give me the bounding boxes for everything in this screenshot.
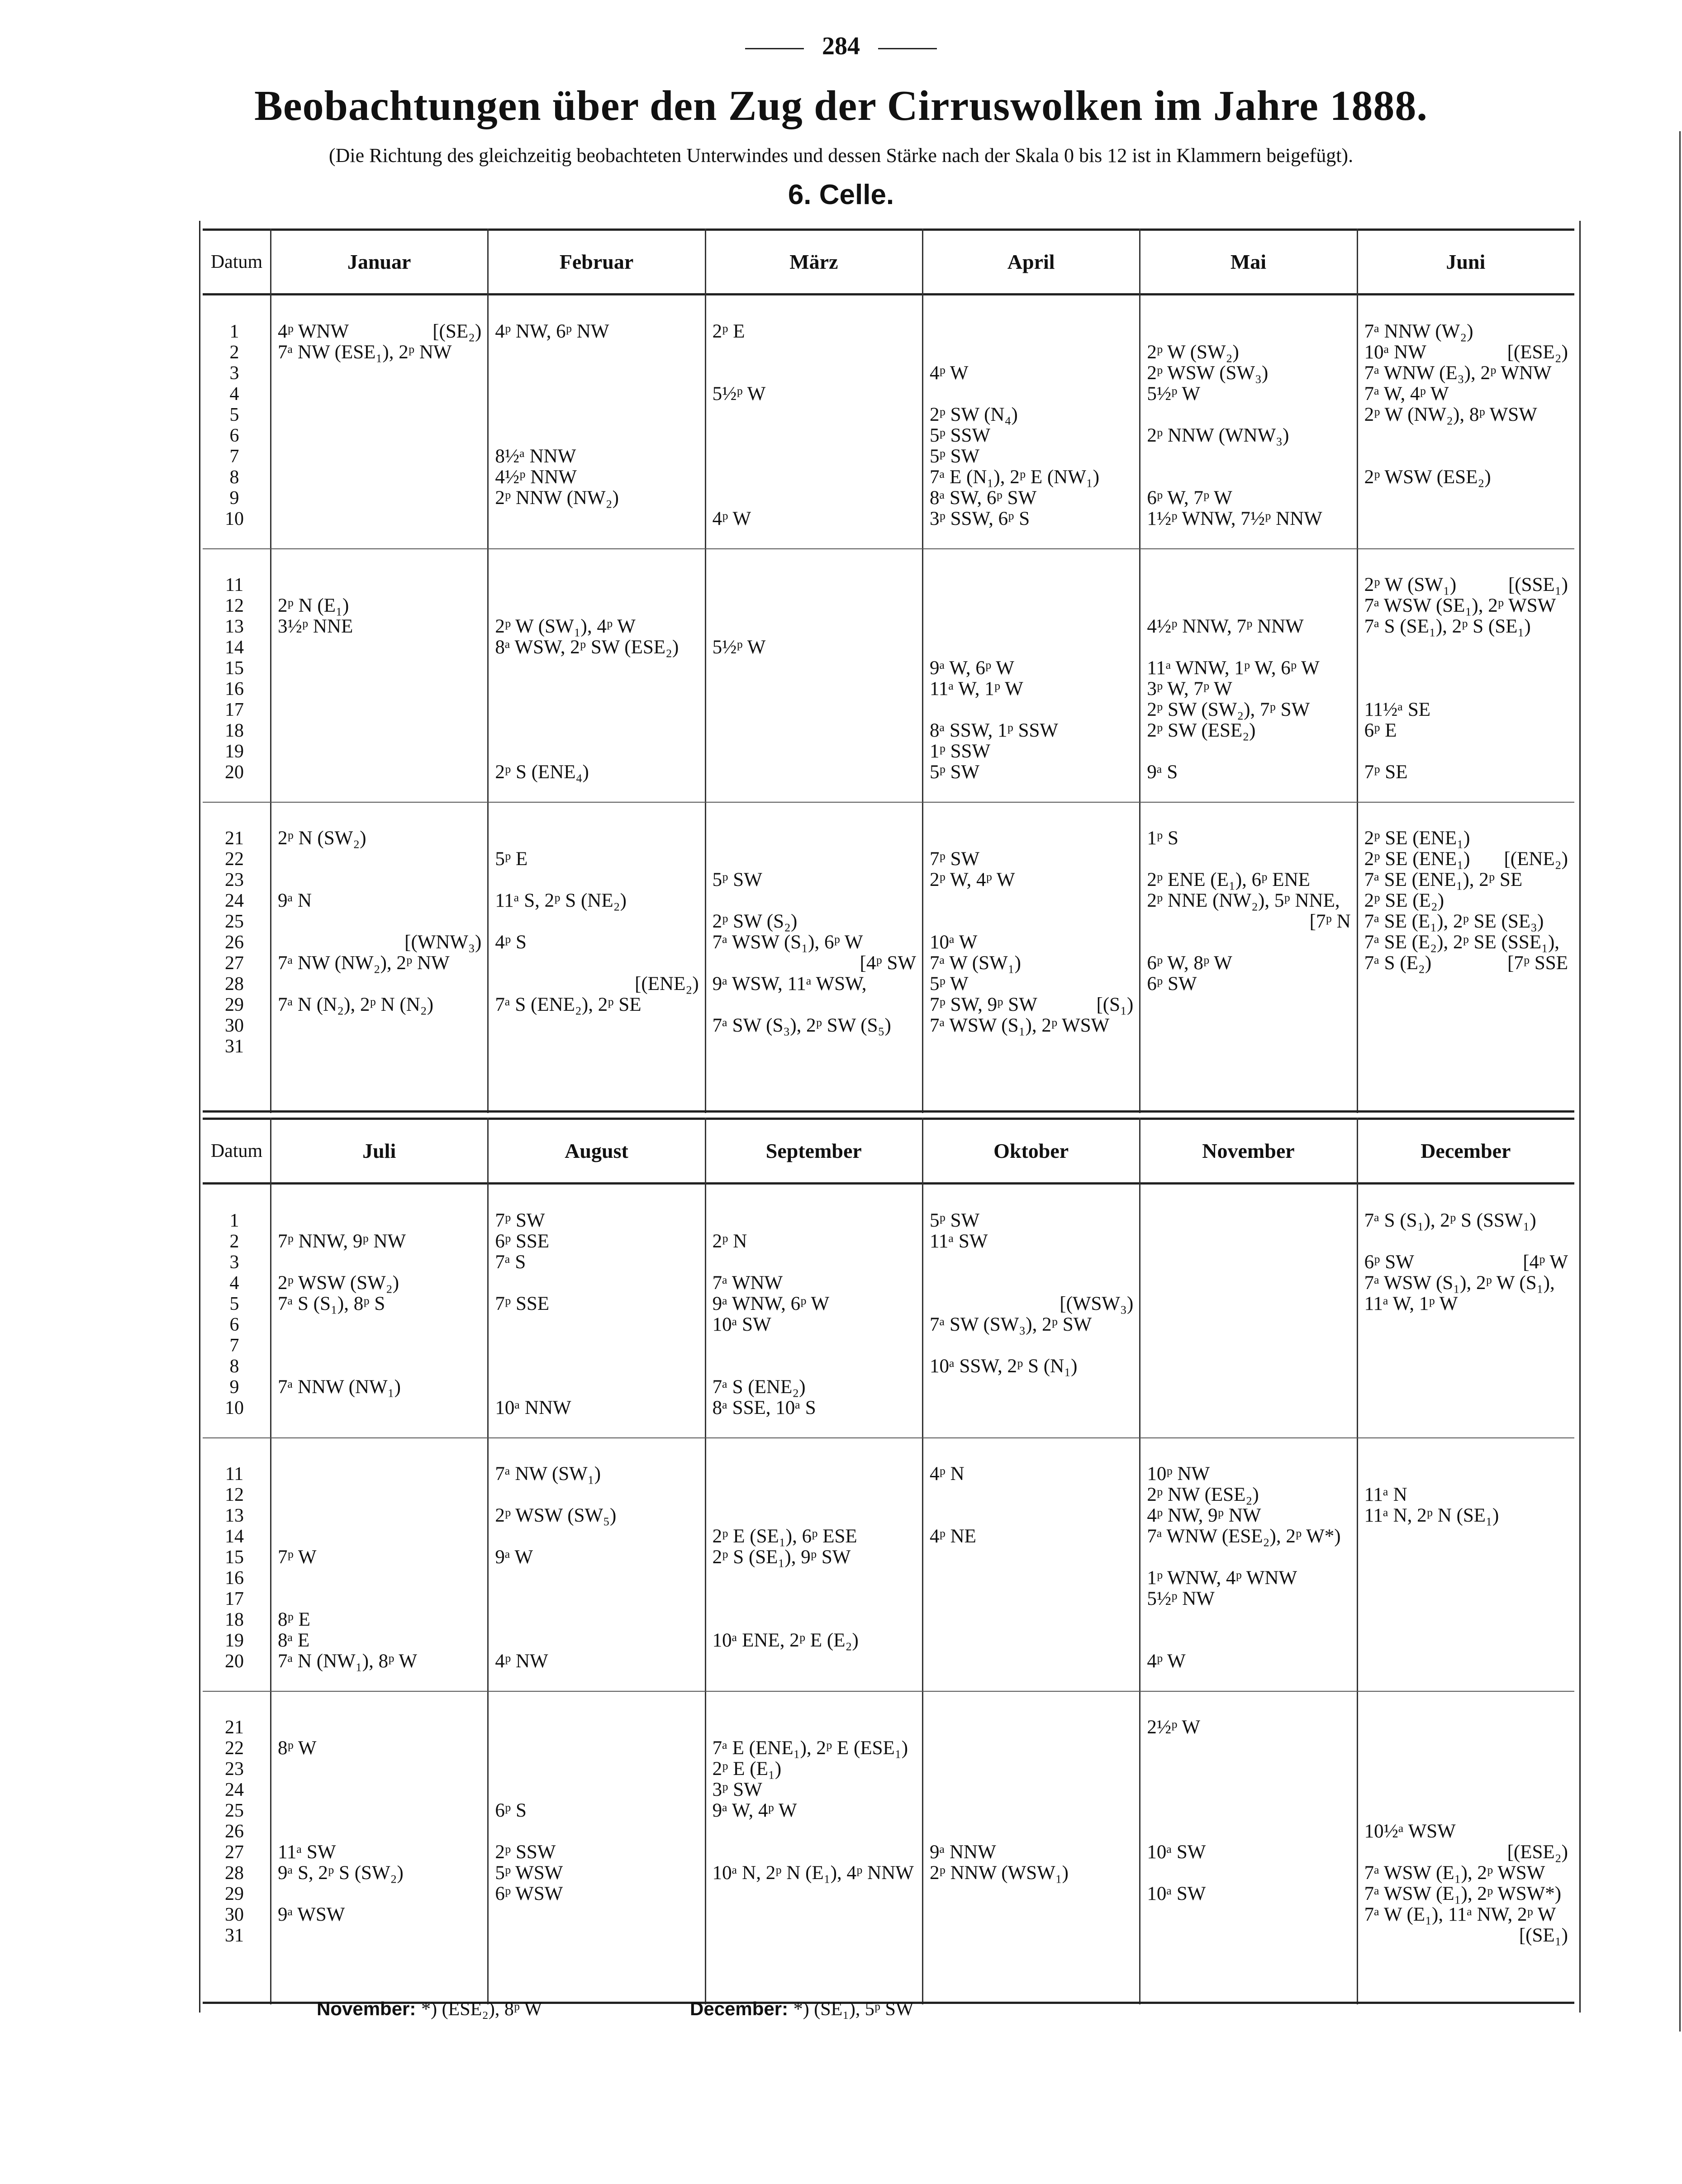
observation-entry: 7ᵃ E (ENE₁), 2ᵖ E (ESE₁): [712, 1737, 908, 1759]
footnote-december-label: December:: [690, 1998, 789, 2019]
page-number: [0, 32, 1682, 61]
observation-entry: [4ᵖ SW: [860, 952, 916, 974]
observation-entry: 8ᵃ SW, 6ᵖ SW: [930, 487, 1037, 509]
observation-entry: 7ᵃ WNW (ESE₂), 2ᵖ W*): [1147, 1526, 1341, 1547]
column-divider: [1357, 1118, 1358, 2004]
day-number: 4: [229, 384, 239, 404]
day-number: 31: [225, 1925, 244, 1946]
month-header: November: [1202, 1139, 1295, 1162]
column-divider: [1139, 228, 1140, 1113]
observation-entry: 9ᵃ W: [495, 1546, 533, 1568]
observation-entry: 2ᵖ W (SW₁), 4ᵖ W: [495, 616, 636, 637]
observation-entry: 10ᵃ SW: [1147, 1841, 1206, 1863]
observation-entry: 7ᵃ S: [495, 1251, 526, 1273]
observation-entry: 5ᵖ WSW: [495, 1862, 563, 1884]
day-number: 18: [225, 720, 244, 741]
observation-entry: 9ᵃ S, 2ᵖ S (SW₂): [278, 1862, 404, 1884]
table-bottom-rule: [203, 1110, 1574, 1113]
day-number: 17: [225, 1589, 244, 1609]
column-divider: [1139, 1118, 1140, 2004]
observation-entry: 1½ᵖ WNW, 7½ᵖ NNW: [1147, 508, 1322, 529]
observation-entry: 2ᵖ N (E₁): [278, 595, 349, 616]
observation-entry: 2ᵖ WSW (SW₅): [495, 1505, 617, 1526]
row-group-divider: [203, 1691, 1574, 1692]
observation-entry: 4ᵖ NE: [930, 1526, 976, 1547]
observation-entry: 7ᵃ SE (E₁), 2ᵖ SE (SE₃): [1364, 911, 1544, 932]
observation-entry: 2ᵖ E: [712, 321, 745, 342]
observation-entry: 3ᵖ W, 7ᵖ W: [1147, 678, 1232, 699]
observation-entry: 7ᵃ WNW: [712, 1272, 783, 1294]
observation-entry: 1ᵖ SSW: [930, 741, 991, 762]
observation-entry: 9ᵃ WSW: [278, 1904, 345, 1925]
day-number: 30: [225, 1015, 244, 1036]
observation-entry: 4ᵖ W: [712, 508, 751, 529]
day-number: 3: [229, 1252, 239, 1273]
observation-entry: 7ᵃ W (E₁), 11ᵃ NW, 2ᵖ W: [1364, 1904, 1556, 1925]
column-divider: [487, 1118, 489, 2004]
day-number: 6: [229, 1314, 239, 1335]
month-header: Februar: [559, 250, 634, 273]
observation-entry: 8ᵖ W: [278, 1737, 317, 1759]
footnote-november-label: November:: [317, 1998, 416, 2019]
day-number: 11: [225, 1464, 244, 1485]
day-number: 25: [225, 911, 244, 932]
observation-entry: 2½ᵖ W: [1147, 1717, 1201, 1738]
observation-entry: 9ᵃ W, 6ᵖ W: [930, 657, 1014, 679]
day-number: 12: [225, 1485, 244, 1505]
month-header: April: [1007, 250, 1055, 273]
day-number: 10: [225, 509, 244, 529]
day-number: 29: [225, 1884, 244, 1904]
binding-rule: [1679, 131, 1681, 2032]
observation-entry: 5ᵖ SW: [712, 869, 762, 890]
month-header: August: [565, 1139, 628, 1162]
day-number: 26: [225, 932, 244, 953]
observation-entry: 8ᵃ E: [278, 1630, 310, 1651]
observation-entry: 7ᵃ W (SW₁): [930, 952, 1021, 974]
observation-entry: 7ᵃ SW (S₃), 2ᵖ SW (S₅): [712, 1015, 891, 1036]
day-number: 24: [225, 1780, 244, 1800]
observation-entry: [(SSE₁): [1508, 574, 1568, 595]
observation-entry: 2ᵖ ENE (E₁), 6ᵖ ENE: [1147, 869, 1310, 890]
observation-entry: 10ᵃ SW: [712, 1314, 771, 1335]
month-header: Juli: [362, 1139, 396, 1162]
observation-entry: 5½ᵖ NW: [1147, 1588, 1215, 1609]
observation-entry: 9ᵃ S: [1147, 761, 1178, 783]
observation-entry: 11ᵃ W, 1ᵖ W: [1364, 1293, 1458, 1314]
observation-entry: 2ᵖ E (SE₁), 6ᵖ ESE: [712, 1526, 857, 1547]
observation-entry: 7ᵃ NW (ESE₁), 2ᵖ NW: [278, 342, 452, 363]
observation-entry: 7ᵃ S (S₁), 2ᵖ S (SSW₁): [1364, 1210, 1536, 1231]
observation-entry: [(ESE₂): [1507, 342, 1568, 363]
row-group-divider: [203, 802, 1574, 803]
observation-entry: 6ᵖ WSW: [495, 1883, 563, 1904]
observation-entry: 2ᵖ NNE (NW₂), 5ᵖ NNE,: [1147, 890, 1340, 911]
observation-entry: 7ᵃ E (N₁), 2ᵖ E (NW₁): [930, 466, 1100, 488]
table-header: [203, 1118, 1574, 1185]
observation-entry: 11ᵃ SW: [278, 1841, 336, 1863]
day-number: 8: [229, 1356, 239, 1377]
observation-entry: 5½ᵖ W: [1147, 383, 1201, 404]
observation-entry: 2ᵖ W (NW₂), 8ᵖ WSW: [1364, 404, 1537, 425]
day-number: 13: [225, 1505, 244, 1526]
observation-entry: 10ᵃ ENE, 2ᵖ E (E₂): [712, 1630, 859, 1651]
observation-entry: 9ᵃ W, 4ᵖ W: [712, 1800, 797, 1821]
observation-entry: 10ᵃ W: [930, 932, 978, 953]
observation-entry: 7ᵃ S (ENE₂): [712, 1376, 806, 1398]
day-number: 14: [225, 637, 244, 658]
observation-entry: 2ᵖ SE (ENE₁): [1364, 828, 1470, 849]
day-number: 5: [229, 404, 239, 425]
column-divider: [705, 1118, 706, 2004]
observation-entry: 2ᵖ WSW (SW₃): [1147, 362, 1269, 384]
day-number: 4: [229, 1273, 239, 1294]
observation-entry: [(SE₂): [432, 321, 482, 342]
observation-entry: 2ᵖ SW (ESE₂): [1147, 720, 1256, 741]
observation-entry: [(WSW₃): [1060, 1293, 1134, 1314]
observation-entry: 5ᵖ SW: [930, 446, 980, 467]
day-number: 1: [229, 1210, 239, 1231]
observation-entry: 7ᵖ W: [278, 1546, 317, 1568]
observation-entry: 7ᵃ NW (SW₁): [495, 1463, 601, 1485]
day-number: 23: [225, 1759, 244, 1780]
observation-entry: 2ᵖ SE (ENE₁): [1364, 848, 1470, 870]
observation-entry: 7ᵃ S (ENE₂), 2ᵖ SE: [495, 994, 641, 1015]
observation-entry: 2ᵖ N (SW₂): [278, 828, 366, 849]
station-heading: 6. Celle.: [788, 179, 894, 210]
column-divider: [922, 228, 923, 1113]
observation-entry: 11ᵃ S, 2ᵖ S (NE₂): [495, 890, 627, 911]
observation-entry: 7ᵃ WSW (S₁), 2ᵖ W (S₁),: [1364, 1272, 1555, 1294]
day-number: 2: [229, 1231, 239, 1252]
observation-entry: 7ᵃ NW (NW₂), 2ᵖ NW: [278, 952, 450, 974]
month-header: Juni: [1446, 250, 1486, 273]
observation-entry: [(ESE₂): [1507, 1841, 1568, 1863]
footnote-november: [317, 1998, 542, 2020]
observation-entry: 11ᵃ N, 2ᵖ N (SE₁): [1364, 1505, 1499, 1526]
observation-entry: 5ᵖ SW: [930, 761, 980, 783]
page-number-text: 284: [822, 32, 860, 60]
observation-entry: 8½ᵃ NNW: [495, 446, 576, 467]
observation-entry: 8ᵃ WSW, 2ᵖ SW (ESE₂): [495, 637, 679, 658]
observation-entry: 4½ᵖ NNW: [495, 466, 577, 488]
day-number: 14: [225, 1526, 244, 1547]
observation-entry: 7ᵃ N (NW₁), 8ᵖ W: [278, 1651, 418, 1672]
observation-entry: 3ᵖ SW: [712, 1779, 762, 1800]
observation-entry: 5ᵖ W: [930, 973, 969, 994]
observation-entry: 7ᵃ WSW (E₁), 2ᵖ WSW*): [1364, 1883, 1562, 1904]
observation-entry: 7ᵃ NNW (W₂): [1364, 321, 1473, 342]
observation-entry: 8ᵃ SSE, 10ᵃ S: [712, 1397, 816, 1418]
observation-entry: 9ᵃ WNW, 6ᵖ W: [712, 1293, 830, 1314]
observation-entry: 2ᵖ N: [712, 1231, 747, 1252]
day-number: 24: [225, 890, 244, 911]
observation-entry: 10½ᵃ WSW: [1364, 1821, 1456, 1842]
observation-entry: 10ᵃ SSW, 2ᵖ S (N₁): [930, 1356, 1078, 1377]
row-group-divider: [203, 1437, 1574, 1438]
observation-entry: 6ᵖ SW: [1147, 973, 1197, 994]
observation-entry: [(ENE₂): [635, 973, 699, 994]
observation-entry: 7ᵃ S (SE₁), 2ᵖ S (SE₁): [1364, 616, 1531, 637]
observation-entry: 7ᵃ WSW (E₁), 2ᵖ WSW: [1364, 1862, 1545, 1884]
observation-entry: 2ᵖ SW (S₂): [712, 911, 798, 932]
month-header: September: [765, 1139, 862, 1162]
day-number: 23: [225, 870, 244, 890]
datum-header: Datum: [210, 252, 263, 272]
day-number: 25: [225, 1800, 244, 1821]
observation-entry: 5ᵖ E: [495, 848, 528, 870]
month-header: Oktober: [993, 1139, 1069, 1162]
observation-entry: 2ᵖ E (E₁): [712, 1758, 782, 1780]
observation-entry: 7ᵖ SE: [1364, 761, 1408, 783]
observation-entry: 7ᵃ WSW (SE₁), 2ᵖ WSW: [1364, 595, 1556, 616]
day-number: 20: [225, 762, 244, 783]
day-number: 3: [229, 363, 239, 384]
observation-entry: 2ᵖ S (SE₁), 9ᵖ SW: [712, 1546, 851, 1568]
observation-entry: 1ᵖ WNW, 4ᵖ WNW: [1147, 1567, 1297, 1589]
day-number: 15: [225, 1547, 244, 1568]
observation-entry: 2ᵖ SW (N₄): [930, 404, 1018, 425]
observation-entry: 6ᵖ E: [1364, 720, 1397, 741]
observation-entry: 8ᵖ E: [278, 1609, 310, 1630]
observation-entry: 7ᵖ NNW, 9ᵖ NW: [278, 1231, 406, 1252]
observation-entry: 7ᵃ NNW (NW₁): [278, 1376, 401, 1398]
column-divider: [270, 1118, 271, 2004]
observation-entry: 2ᵖ SE (E₂): [1364, 890, 1444, 911]
column-divider: [1357, 228, 1358, 1113]
day-number: 31: [225, 1036, 244, 1057]
column-divider: [705, 228, 706, 1113]
observation-entry: 7ᵃ S (E₂): [1364, 952, 1432, 974]
observation-entry: 7ᵖ SW, 9ᵖ SW: [930, 994, 1037, 1015]
day-number: 8: [229, 467, 239, 488]
observation-entry: 5½ᵖ W: [712, 383, 766, 404]
datum-header: Datum: [210, 1141, 263, 1161]
observation-entry: 2ᵖ NNW (NW₂): [495, 487, 619, 509]
observation-entry: 7ᵖ SSE: [495, 1293, 550, 1314]
observation-entry: 2ᵖ NW (ESE₂): [1147, 1484, 1259, 1505]
day-number: 2: [229, 342, 239, 363]
observation-entry: 4ᵖ NW: [495, 1651, 548, 1672]
observation-entry: 7ᵃ S (S₁), 8ᵖ S: [278, 1293, 385, 1314]
day-number: 13: [225, 616, 244, 637]
observation-entry: 4ᵖ S: [495, 932, 527, 953]
day-number: 5: [229, 1294, 239, 1314]
observation-entry: 10ᵃ NW: [1364, 342, 1426, 363]
day-number: 10: [225, 1398, 244, 1418]
day-number: 20: [225, 1651, 244, 1672]
observation-entry: 6ᵖ SW: [1364, 1251, 1414, 1273]
day-number: 30: [225, 1904, 244, 1925]
observation-entry: 5½ᵖ W: [712, 637, 766, 658]
observation-entry: 2ᵖ WSW (ESE₂): [1364, 466, 1491, 488]
observation-entry: 2ᵖ SSW: [495, 1841, 556, 1863]
observation-entry: 4ᵖ W: [930, 362, 969, 384]
day-number: 11: [225, 575, 244, 595]
day-number: 16: [225, 679, 244, 699]
day-number: 27: [225, 953, 244, 974]
observation-entry: 6ᵖ W, 8ᵖ W: [1147, 952, 1232, 974]
observation-entry: 2ᵖ S (ENE₄): [495, 761, 589, 783]
month-header: December: [1421, 1139, 1511, 1162]
month-header: März: [789, 250, 838, 273]
observation-entry: 2ᵖ NNW (WSW₁): [930, 1862, 1069, 1884]
observation-entry: 2ᵖ NNW (WNW₃): [1147, 425, 1289, 446]
day-number: 28: [225, 974, 244, 994]
observation-entry: 11ᵃ WNW, 1ᵖ W, 6ᵖ W: [1147, 657, 1320, 679]
observation-entry: 11ᵃ SW: [930, 1231, 988, 1252]
observations-table-jan-jun: [203, 228, 1574, 1113]
footnote-november-text: *) (ESE₂), 8ᵖ W: [421, 1999, 542, 2020]
observation-entry: 5ᵖ SSW: [930, 425, 991, 446]
observation-entry: [4ᵖ W: [1523, 1251, 1568, 1273]
observation-entry: 4ᵖ N: [930, 1463, 965, 1485]
observation-entry: [7ᵖ SSE: [1507, 952, 1568, 974]
observation-entry: [(ENE₂): [1504, 848, 1568, 870]
day-number: 17: [225, 699, 244, 720]
observation-entry: 7ᵃ SE (ENE₁), 2ᵖ SE: [1364, 869, 1523, 890]
observation-entry: 4½ᵖ NNW, 7ᵖ NNW: [1147, 616, 1304, 637]
observation-entry: 3ᵖ SSW, 6ᵖ S: [930, 508, 1030, 529]
observation-entry: [(WNW₃): [404, 932, 482, 953]
observation-entry: [(SE₁): [1519, 1925, 1568, 1946]
day-number: 16: [225, 1568, 244, 1589]
day-number: 9: [229, 1377, 239, 1398]
footnote-december-text: *) (SE₁), 5ᵖ SW: [793, 1999, 914, 2020]
observation-entry: [7ᵖ N: [1309, 911, 1351, 932]
observation-entry: 10ᵃ NNW: [495, 1397, 571, 1418]
day-number: 15: [225, 658, 244, 679]
observation-entry: 10ᵃ N, 2ᵖ N (E₁), 4ᵖ NNW: [712, 1862, 914, 1884]
day-number: 12: [225, 595, 244, 616]
observation-entry: 11½ᵃ SE: [1364, 699, 1430, 720]
observation-entry: 7ᵃ SW (SW₃), 2ᵖ SW: [930, 1314, 1092, 1335]
day-number: 7: [229, 446, 239, 467]
observation-entry: 11ᵃ N: [1364, 1484, 1407, 1505]
day-number: 28: [225, 1863, 244, 1884]
observation-entry: 9ᵃ WSW, 11ᵃ WSW,: [712, 973, 867, 994]
observation-entry: 4ᵖ NW, 9ᵖ NW: [1147, 1505, 1261, 1526]
day-number: 19: [225, 1630, 244, 1651]
observation-entry: 2ᵖ WSW (SW₂): [278, 1272, 399, 1294]
day-number: 27: [225, 1842, 244, 1863]
observation-entry: 5ᵖ SW: [930, 1210, 980, 1231]
observation-entry: 6ᵖ SSE: [495, 1231, 550, 1252]
footnote-december: [690, 1998, 913, 2020]
observation-entry: 7ᵖ SW: [495, 1210, 545, 1231]
day-number: 6: [229, 425, 239, 446]
observation-entry: 2ᵖ SW (SW₂), 7ᵖ SW: [1147, 699, 1310, 720]
observation-entry: 2ᵖ W (SW₁): [1364, 574, 1457, 595]
page-title: Beobachtungen über den Zug der Cirruswolken im Jahre 1888.: [254, 82, 1428, 129]
observation-entry: 3½ᵖ NNE: [278, 616, 353, 637]
day-number: 22: [225, 1738, 244, 1759]
month-header: Januar: [347, 250, 411, 273]
month-header: Mai: [1230, 250, 1267, 273]
observation-entry: 6ᵖ W, 7ᵖ W: [1147, 487, 1232, 509]
observation-entry: [(S₁): [1096, 994, 1134, 1015]
day-number: 1: [229, 321, 239, 342]
table-header: [203, 228, 1574, 295]
observation-entry: 11ᵃ W, 1ᵖ W: [930, 678, 1023, 699]
observation-entry: 2ᵖ W, 4ᵖ W: [930, 869, 1015, 890]
observation-entry: 7ᵃ WSW (S₁), 2ᵖ WSW: [930, 1015, 1110, 1036]
day-number: 9: [229, 488, 239, 509]
day-number: 7: [229, 1335, 239, 1356]
observation-entry: 10ᵖ NW: [1147, 1463, 1210, 1485]
day-number: 22: [225, 849, 244, 870]
observation-entry: 7ᵃ SE (E₂), 2ᵖ SE (SSE₁),: [1364, 932, 1560, 953]
row-group-divider: [203, 548, 1574, 549]
day-number: 21: [225, 1717, 244, 1738]
column-divider: [922, 1118, 923, 2004]
observation-entry: 7ᵖ SW: [930, 848, 980, 870]
observation-entry: 9ᵃ N: [278, 890, 312, 911]
day-number: 19: [225, 741, 244, 762]
observation-entry: 6ᵖ S: [495, 1800, 527, 1821]
observation-entry: 2ᵖ W (SW₂): [1147, 342, 1239, 363]
observation-entry: 8ᵃ SSW, 1ᵖ SSW: [930, 720, 1059, 741]
observation-entry: 4ᵖ WNW: [278, 321, 349, 342]
day-number: 18: [225, 1609, 244, 1630]
observation-entry: 4ᵖ NW, 6ᵖ NW: [495, 321, 609, 342]
observation-entry: 4ᵖ W: [1147, 1651, 1186, 1672]
observation-entry: 9ᵃ NNW: [930, 1841, 996, 1863]
day-number: 21: [225, 828, 244, 849]
observation-entry: 7ᵃ WSW (S₁), 6ᵖ W: [712, 932, 863, 953]
observation-entry: 7ᵃ N (N₂), 2ᵖ N (N₂): [278, 994, 434, 1015]
column-divider: [270, 228, 271, 1113]
observation-entry: 10ᵃ SW: [1147, 1883, 1206, 1904]
page-subtitle: (Die Richtung des gleichzeitig beobachteten Unterwindes und dessen Stärke nach der Skala 0 bis 12 ist in Klammern beigefügt).: [328, 144, 1354, 167]
day-number: 29: [225, 994, 244, 1015]
column-divider: [487, 228, 489, 1113]
day-number: 26: [225, 1821, 244, 1842]
observation-entry: 1ᵖ S: [1147, 828, 1178, 849]
observation-entry: 7ᵃ WNW (E₃), 2ᵖ WNW: [1364, 362, 1552, 384]
observation-entry: 7ᵃ W, 4ᵖ W: [1364, 383, 1449, 404]
observations-table-jul-dec: [203, 1118, 1574, 2004]
